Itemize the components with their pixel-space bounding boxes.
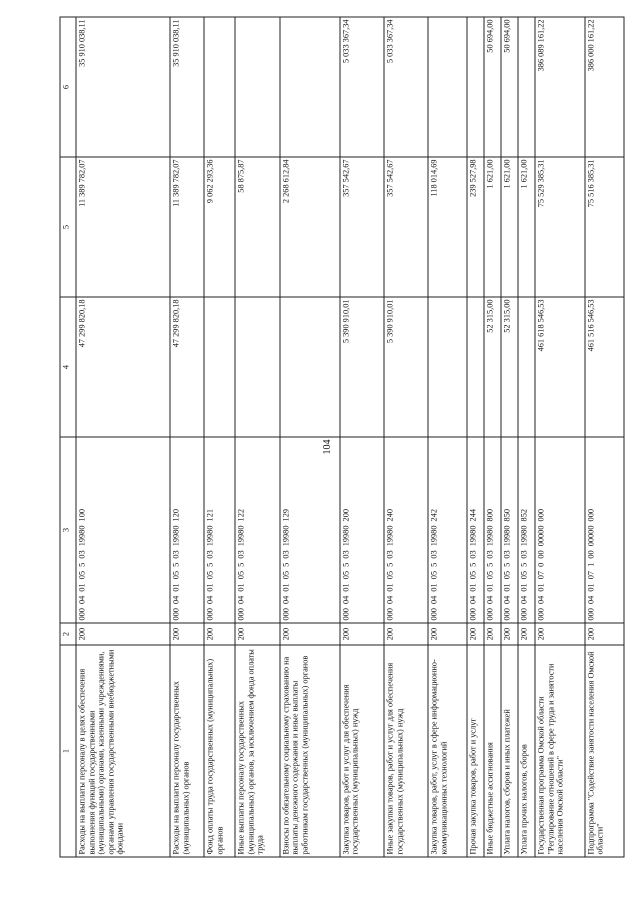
row-executed-amount-cell: 357 542,67 (340, 157, 384, 297)
row-unexecuted-amount-cell: 5 033 367,34 (384, 17, 428, 157)
row-approved-amount-cell: 5 390 910,01 (384, 297, 428, 437)
row-code-2-cell: 200 (428, 623, 467, 645)
column-header-6: 6 (60, 17, 76, 157)
row-code-2-cell: 200 (484, 623, 501, 645)
table-row (280, 17, 340, 857)
row-name-cell: Фонд оплаты труда государственных (муниципальных) органов (204, 645, 235, 857)
row-code-2-cell: 200 (384, 623, 428, 645)
table-row (384, 17, 428, 857)
table-row (501, 17, 518, 857)
row-unexecuted-amount-cell (235, 17, 279, 157)
row-executed-amount-cell: 58 875,87 (235, 157, 279, 297)
row-name-cell: Иные выплаты персоналу государственных (муниципальных) органов, за исключением фонда оплаты труда (235, 645, 279, 857)
table-row (204, 17, 235, 857)
row-executed-amount-cell: 9 062 293,36 (204, 157, 235, 297)
row-code-2-cell: 200 (518, 623, 535, 645)
table-row (467, 17, 484, 857)
table-row (235, 17, 279, 857)
row-executed-amount-cell: 75 529 385,31 (535, 157, 585, 297)
row-name-cell: Иные бюджетные ассигнования (484, 645, 501, 857)
row-classification-code-cell: 000 04 01 05 5 03 19980 200 (340, 437, 384, 623)
row-approved-amount-cell: 47 299 820,18 (76, 297, 170, 437)
row-approved-amount-cell: 5 390 910,01 (340, 297, 384, 437)
row-unexecuted-amount-cell: 386 000 161,22 (585, 17, 624, 157)
row-classification-code-cell: 000 04 01 07 1 00 00000 000 (585, 437, 624, 623)
row-unexecuted-amount-cell: 50 694,00 (484, 17, 501, 157)
row-classification-code-cell: 000 04 01 05 5 03 19980 129 (280, 437, 340, 623)
row-code-2-cell: 200 (280, 623, 340, 645)
row-approved-amount-cell (518, 297, 535, 437)
row-executed-amount-cell: 1 621,00 (501, 157, 518, 297)
column-header-4: 4 (60, 297, 76, 437)
row-executed-amount-cell: 1 621,00 (518, 157, 535, 297)
row-executed-amount-cell: 11 389 782,07 (170, 157, 204, 297)
row-approved-amount-cell (204, 297, 235, 437)
row-classification-code-cell: 000 04 01 05 5 03 19980 850 (501, 437, 518, 623)
row-approved-amount-cell: 461 516 546,53 (585, 297, 624, 437)
row-unexecuted-amount-cell (428, 17, 467, 157)
row-name-cell: Расходы на выплаты персоналу государственных (муниципальных) органов (170, 645, 204, 857)
table-row (535, 17, 585, 857)
row-code-2-cell: 200 (467, 623, 484, 645)
row-approved-amount-cell: 52 315,00 (484, 297, 501, 437)
row-code-2-cell: 200 (235, 623, 279, 645)
row-unexecuted-amount-cell: 386 089 161,22 (535, 17, 585, 157)
row-name-cell: Прочая закупка товаров, работ и услуг (467, 645, 484, 857)
row-name-cell: Подпрограмма "Содействие занятости населения Омской области" (585, 645, 624, 857)
row-classification-code-cell: 000 04 01 05 5 03 19980 242 (428, 437, 467, 623)
row-approved-amount-cell (467, 297, 484, 437)
table-header-row (60, 17, 76, 857)
column-header-2: 2 (60, 623, 76, 645)
table-row (585, 17, 624, 857)
row-classification-code-cell: 000 04 01 05 5 03 19980 120 (170, 437, 204, 623)
row-executed-amount-cell: 357 542,67 (384, 157, 428, 297)
row-classification-code-cell: 000 04 01 05 5 03 19980 852 (518, 437, 535, 623)
table-row (340, 17, 384, 857)
table-row (170, 17, 204, 857)
row-classification-code-cell: 000 04 01 07 0 00 00000 000 (535, 437, 585, 623)
row-executed-amount-cell: 118 014,69 (428, 157, 467, 297)
row-name-cell: Уплата налогов, сборов и иных платежей (501, 645, 518, 857)
row-approved-amount-cell: 47 299 820,18 (170, 297, 204, 437)
table-row (76, 17, 170, 857)
row-unexecuted-amount-cell (467, 17, 484, 157)
row-classification-code-cell: 000 04 01 05 5 03 19980 244 (467, 437, 484, 623)
row-classification-code-cell: 000 04 01 05 5 03 19980 121 (204, 437, 235, 623)
row-code-2-cell: 200 (204, 623, 235, 645)
table-body (60, 17, 624, 857)
row-classification-code-cell: 000 04 01 05 5 03 19980 122 (235, 437, 279, 623)
row-unexecuted-amount-cell: 35 910 038,11 (170, 17, 204, 157)
row-name-cell: Государственная программа Омской области "Регулирование отношений в сфере труда и занятости населения Омской области" (535, 645, 585, 857)
page-number: 104 (322, 439, 333, 455)
row-name-cell: Иные закупки товаров, работ и услуг для обеспечения государственных (муниципальных) нужд (384, 645, 428, 857)
row-approved-amount-cell (428, 297, 467, 437)
table-row (518, 17, 535, 857)
row-unexecuted-amount-cell: 35 910 038,11 (76, 17, 170, 157)
row-unexecuted-amount-cell: 5 033 367,34 (340, 17, 384, 157)
row-name-cell: Уплата прочих налогов, сборов (518, 645, 535, 857)
row-approved-amount-cell: 52 315,00 (501, 297, 518, 437)
row-code-2-cell: 200 (535, 623, 585, 645)
column-header-3: 3 (60, 437, 76, 623)
row-executed-amount-cell: 11 389 782,07 (76, 157, 170, 297)
table-row (484, 17, 501, 857)
row-approved-amount-cell (235, 297, 279, 437)
row-approved-amount-cell (280, 297, 340, 437)
row-code-2-cell: 200 (340, 623, 384, 645)
row-unexecuted-amount-cell (518, 17, 535, 157)
row-name-cell: Взносы по обязательному социальному страхованию на выплаты денежного содержания и иные выплаты работникам государственных (муниципальных) органов (280, 645, 340, 857)
column-header-5: 5 (60, 157, 76, 297)
row-executed-amount-cell: 2 268 612,84 (280, 157, 340, 297)
row-name-cell: Закупка товаров, работ, услуг в сфере информационно-коммуникационных технологий (428, 645, 467, 857)
row-name-cell: Расходы на выплаты персоналу в целях обеспечения выполнения функций государственными (муниципальными) органами, казенными учреждениями, органами управления государственными внебюджетными фондами (76, 645, 170, 857)
budget-execution-table (60, 17, 625, 858)
row-code-2-cell: 200 (170, 623, 204, 645)
row-executed-amount-cell: 239 527,98 (467, 157, 484, 297)
row-approved-amount-cell: 461 618 546,53 (535, 297, 585, 437)
row-executed-amount-cell: 1 621,00 (484, 157, 501, 297)
row-unexecuted-amount-cell (204, 17, 235, 157)
row-code-2-cell: 200 (501, 623, 518, 645)
row-classification-code-cell: 000 04 01 05 5 03 19980 100 (76, 437, 170, 623)
row-unexecuted-amount-cell: 50 694,00 (501, 17, 518, 157)
row-code-2-cell: 200 (585, 623, 624, 645)
row-code-2-cell: 200 (76, 623, 170, 645)
rotated-page-content (60, 18, 625, 858)
table-row (428, 17, 467, 857)
row-unexecuted-amount-cell (280, 17, 340, 157)
row-name-cell: Закупка товаров, работ и услуг для обеспечения государственных (муниципальных) нужд (340, 645, 384, 857)
column-header-1: 1 (60, 645, 76, 857)
row-classification-code-cell: 000 04 01 05 5 03 19980 240 (384, 437, 428, 623)
row-executed-amount-cell: 75 516 385,31 (585, 157, 624, 297)
row-classification-code-cell: 000 04 01 05 5 03 19980 800 (484, 437, 501, 623)
